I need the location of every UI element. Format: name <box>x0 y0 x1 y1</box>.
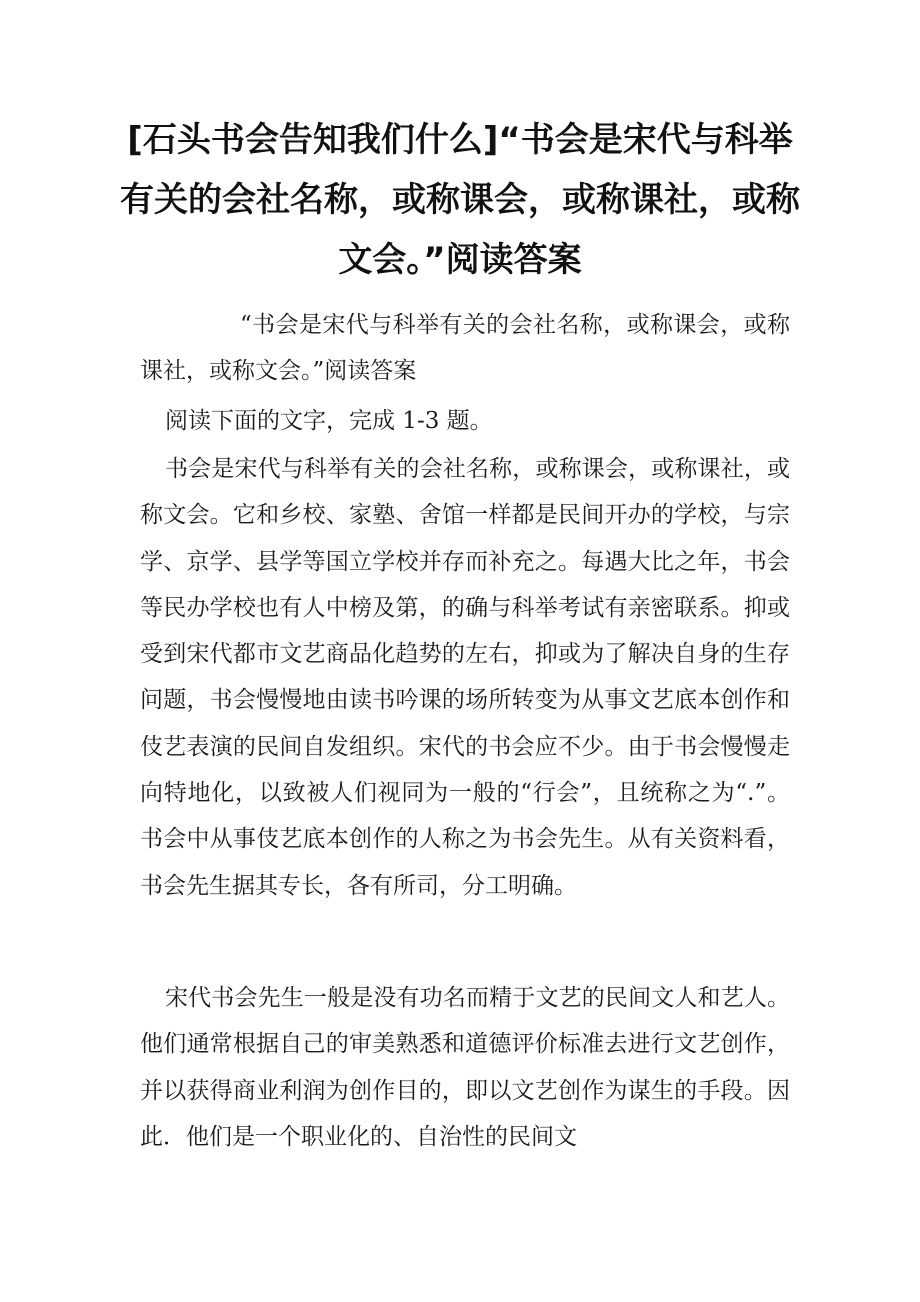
document-title: [石头书会告知我们什么]“书会是宋代与科举有关的会社名称，或称课会，或称课社，或称文会。”阅读答案 <box>120 120 800 280</box>
paragraph-2: 宋代书会先生一般是没有功名而精于文艺的民间文人和艺人。他们通常根据自己的审美熟悉和道德评价标准去进行文艺创作，并以获得商业利润为创作目的，即以文艺创作为谋生的手段。因此．他们是一个职业化的、自治性的民间文 <box>140 985 790 1150</box>
paragraph-1: 书会是宋代与科举有关的会社名称，或称课会，或称课社，或称文会。它和乡校、家塾、舍馆一样都是民间开办的学校，与宗学、京学、县学等国立学校并存而补充之。每遇大比之年，书会等民办学校也有人中榜及第，的确与科举考试有亲密联系。抑或受到宋代都市文艺商品化趋势的左右，抑或为了解决自身的生存问题，书会慢慢地由读书吟课的场所转变为从事文艺底本创作和伎艺表演的民间自发组织。宋代的书会应不少。由于书会慢慢走向特地化，以致被人们视同为一般的“行会”，且统称之为“.”。书会中从事伎艺底本创作的人称之为书会先生。从有关资料看，书会先生据其专长，各有所司，分工明确。 <box>140 456 790 899</box>
document-subtitle: “书会是宋代与科举有关的会社名称，或称课会，或称课社，或称文会。”阅读答案 <box>140 312 790 384</box>
reading-instruction: 阅读下面的文字，完成 1-3 题。 <box>165 408 493 434</box>
